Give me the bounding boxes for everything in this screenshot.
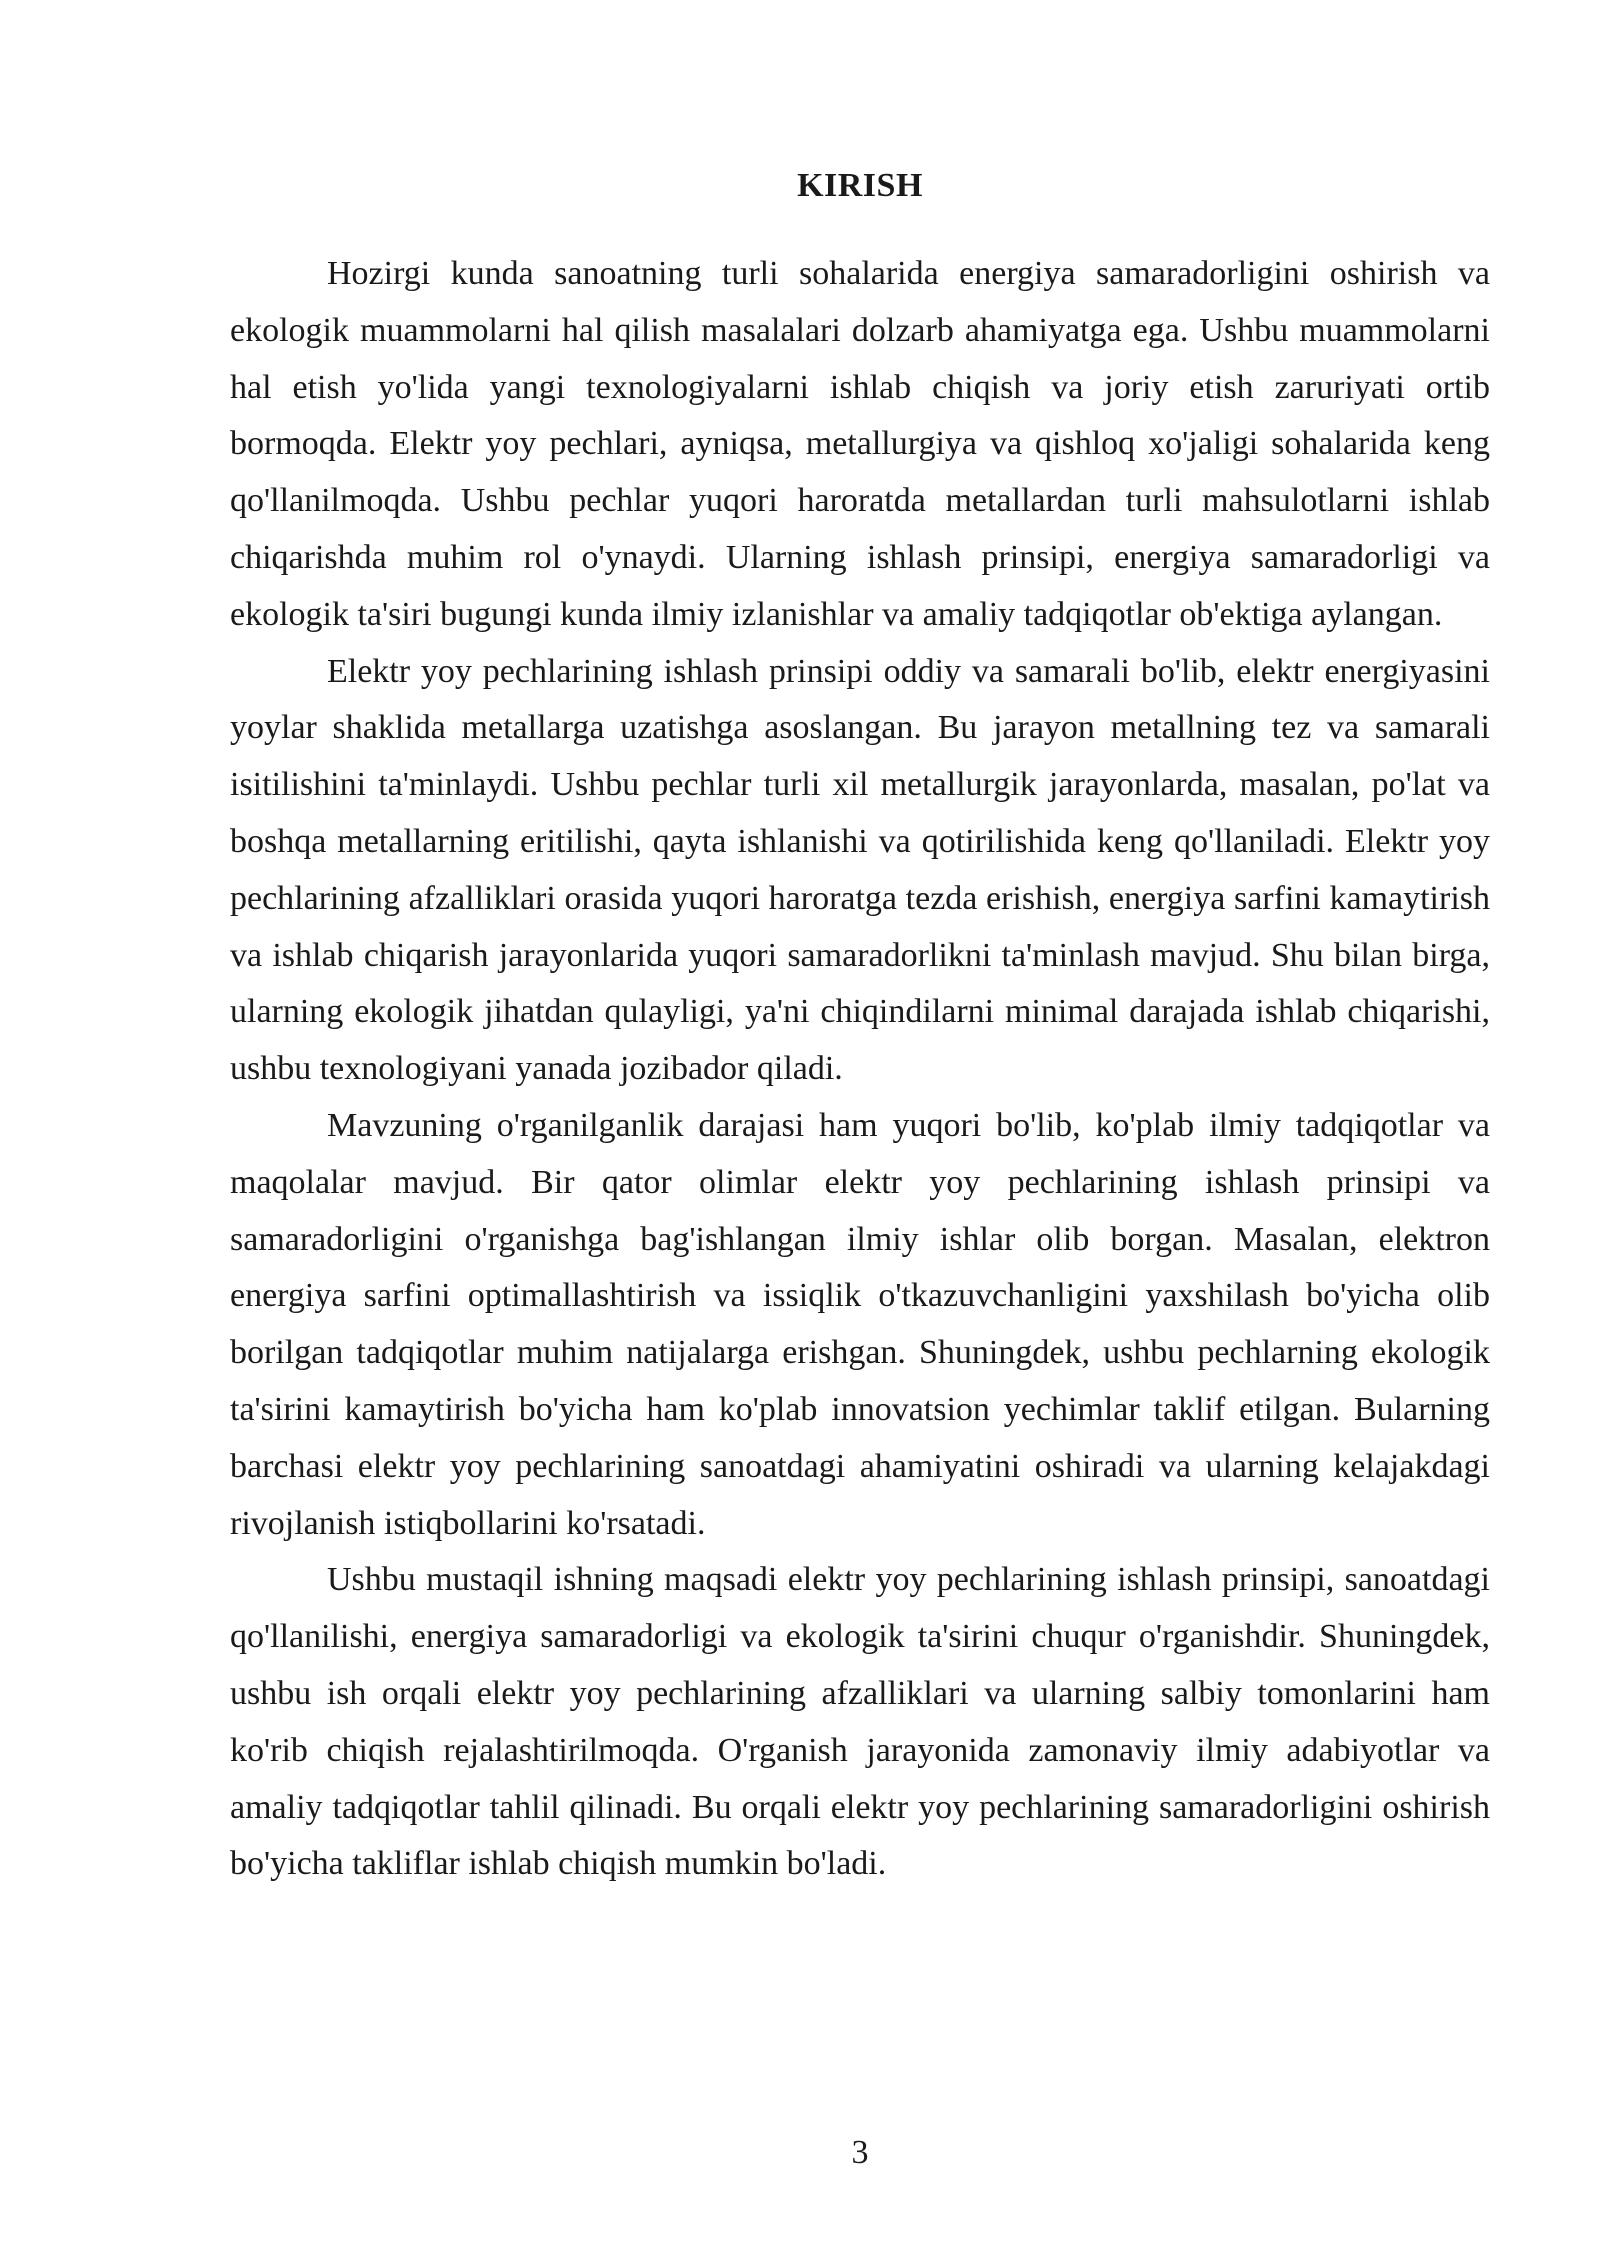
- page-number: 3: [851, 2134, 869, 2171]
- paragraph-2: Elektr yoy pechlarining ishlash prinsipi oddiy va samarali bo'lib, elektr energiyasini yoylar shaklida metallarga uzatishga asoslangan. Bu jarayon metallning tez va samarali isitilishini ta'minlaydi. Ushbu pechlar turli xil metallurgik jarayonlarda, masalan, po'lat va boshqa metallarning eritilishi, qayta ishlanishi va qotirilishida keng qo'llaniladi. Elektr yoy pechlarining afzalliklari orasida yuqori haroratga tezda erishish, energiya sarfini kamaytirish va ishlab chiqarish jarayonlarida yuqori samaradorlikni ta'minlash mavjud. Shu bilan birga, ularning ekologik jihatdan qulayligi, ya'ni chiqindilarni minimal darajada ishlab chiqarishi, ushbu texnologiyani yanada jozibador qiladi.: [230, 652, 1490, 1088]
- body-text: [230, 246, 1490, 1893]
- paragraph-1: Hozirgi kunda sanoatning turli sohalarida energiya samaradorligini oshirish va ekologik muammolarni hal qilish masalalari dolzarb ahamiyatga ega. Ushbu muammolarni hal etish yo'lida yangi texnologiyalarni ishlab chiqish va joriy etish zaruriyati ortib bormoqda. Elektr yoy pechlari, ayniqsa, metallurgiya va qishloq xo'jaligi sohalarida keng qo'llanilmoqda. Ushbu pechlar yuqori haroratda metallardan turli mahsulotlarni ishlab chiqarishda muhim rol o'ynaydi. Ularning ishlash prinsipi, energiya samaradorligi va ekologik ta'siri bugungi kunda ilmiy izlanishlar va amaliy tadqiqotlar ob'ektiga aylangan.: [230, 255, 1490, 633]
- paragraph-4: Ushbu mustaqil ishning maqsadi elektr yoy pechlarining ishlash prinsipi, sanoatdagi qo'llanilishi, energiya samaradorligi va ekologik ta'sirini chuqur o'rganishdir. Shuningdek, ushbu ish orqali elektr yoy pechlarining afzalliklari va ularning salbiy tomonlarini ham ko'rib chiqish rejalashtirilmoqda. O'rganish jarayonida zamonaviy ilmiy adabiyotlar va amaliy tadqiqotlar tahlil qilinadi. Bu orqali elektr yoy pechlarining samaradorligini oshirish bo'yicha takliflar ishlab chiqish mumkin bo'ladi.: [230, 1561, 1490, 1883]
- paragraph-3: Mavzuning o'rganilganlik darajasi ham yuqori bo'lib, ko'plab ilmiy tadqiqotlar va maqolalar mavjud. Bir qator olimlar elektr yoy pechlarining ishlash prinsipi va samaradorligini o'rganishga bag'ishlangan ilmiy ishlar olib borgan. Masalan, elektron energiya sarfini optimallashtirish va issiqlik o'tkazuvchanligini yaxshilash bo'yicha olib borilgan tadqiqotlar muhim natijalarga erishgan. Shuningdek, ushbu pechlarning ekologik ta'sirini kamaytirish bo'yicha ham ko'plab innovatsion yechimlar taklif etilgan. Bularning barchasi elektr yoy pechlarining sanoatdagi ahamiyatini oshiradi va ularning kelajakdagi rivojlanish istiqbollarini ko'rsatadi.: [230, 1106, 1490, 1542]
- page-title: KIRISH: [797, 167, 923, 204]
